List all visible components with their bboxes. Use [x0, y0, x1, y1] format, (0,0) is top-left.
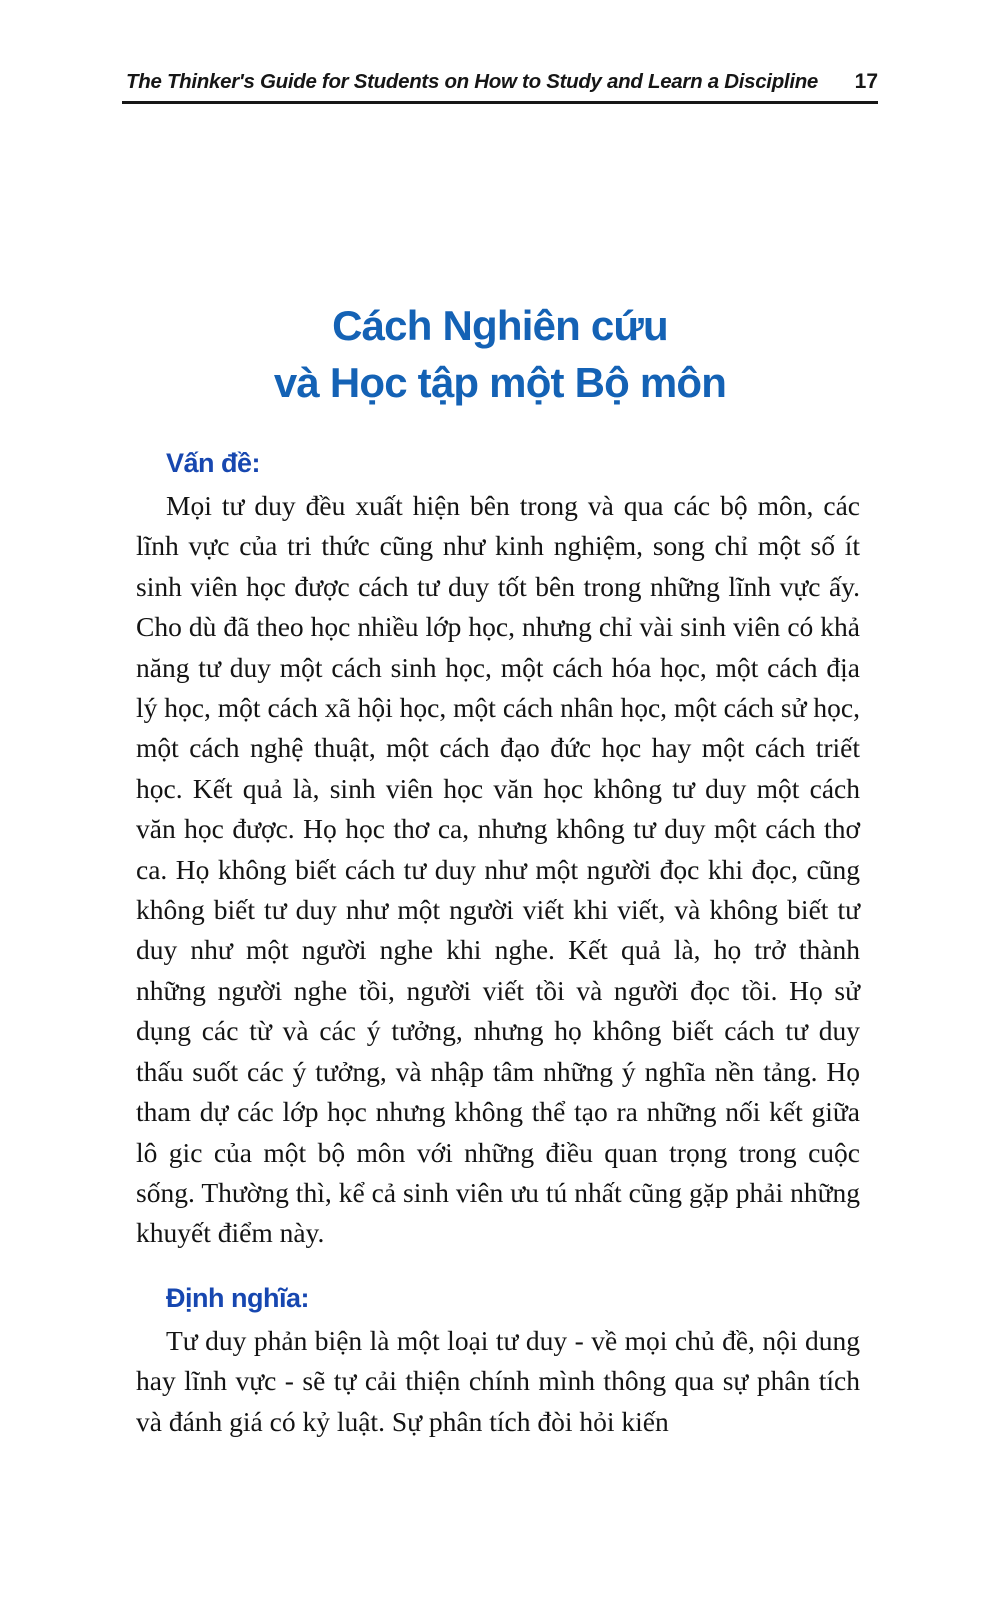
section-body-problem: Mọi tư duy đều xuất hiện bên trong và qua các bộ môn, các lĩnh vực của tri thức cũng như kinh nghiệm, song chỉ một số ít sinh viên học được cách tư duy tốt bên trong những lĩnh vực ấy. Cho dù đã theo học nhiều lớp học, nhưng chỉ vài sinh viên có khả năng tư duy một cách sinh học, một cách hóa học, một cách địa lý học, một cách xã hội học, một cách nhân học, một cách sử học, một cách nghệ thuật, một cách đạo đức học hay một cách triết học. Kết quả là, sinh viên học văn học không tư duy một cách văn học được. Họ học thơ ca, nhưng không tư duy một cách thơ ca. Họ không biết cách tư duy như một người đọc khi đọc, cũng không biết tư duy như một người viết khi viết, và không biết tư duy như một người nghe khi nghe. Kết quả là, họ trở thành những người nghe tồi, người viết tồi và người đọc tồi. Họ sử dụng các từ và các ý tưởng, nhưng họ không biết cách tư duy thấu suốt các ý tưởng, và nhập tâm những ý nghĩa nền tảng. Họ tham dự các lớp học nhưng không thể tạo ra những nối kết giữa lô gic của một bộ môn với những điều quan trọng trong cuộc sống. Thường thì, kể cả sinh viên ưu tú nhất cũng gặp phải những khuyết điểm này. — [136, 490, 860, 1249]
chapter-title — [0, 297, 1000, 411]
section-heading-problem: Vấn đề: — [166, 448, 261, 478]
section-definition — [136, 1283, 860, 1442]
section-body-definition: Tư duy phản biện là một loại tư duy - về mọi chủ đề, nội dung hay lĩnh vực - sẽ tự cải thiện chính mình thông qua sự phân tích và đánh giá có kỷ luật. Sự phân tích đòi hỏi kiến — [136, 1324, 860, 1437]
page-content — [136, 448, 860, 1442]
section-problem — [136, 448, 860, 1254]
section-heading-definition: Định nghĩa: — [166, 1282, 309, 1313]
header-rule — [122, 101, 878, 104]
running-head-title: The Thinker's Guide for Students on How to Study and Learn a Discipline — [126, 70, 819, 93]
page-number: 17 — [854, 70, 878, 93]
running-head — [126, 70, 878, 94]
chapter-title-line2: và Học tập một Bộ môn — [273, 359, 727, 406]
chapter-title-line1: Cách Nghiên cứu — [332, 302, 668, 349]
